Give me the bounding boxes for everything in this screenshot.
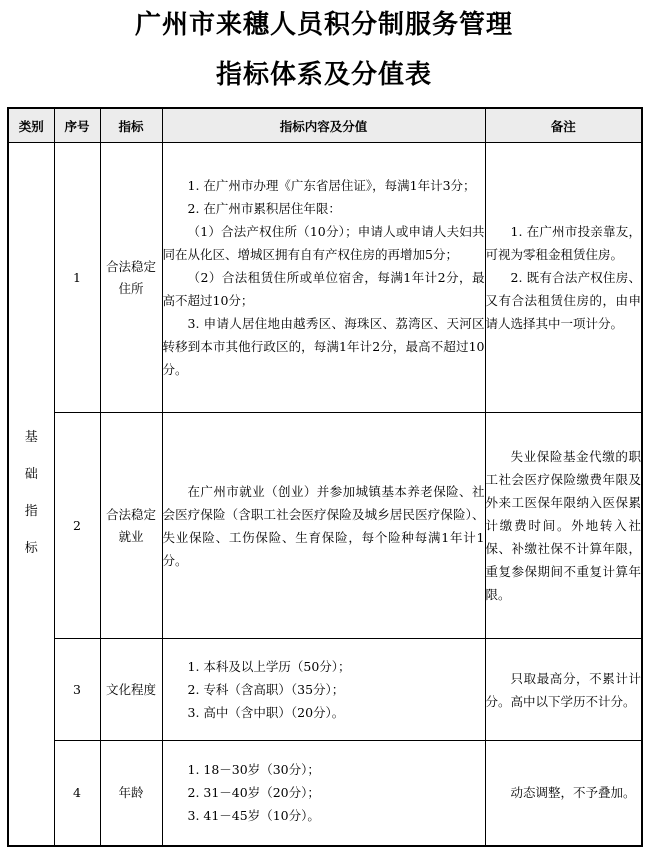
- content-line: 1. 本科及以上学历（50分）；: [187, 659, 351, 674]
- note-line: 动态调整，不予叠加。: [510, 785, 636, 801]
- content-line: 在广州市就业（创业）并参加城镇基本养老保险、社会医疗保险（含职工社会医疗保险及城乡居民医疗保险）、失业保险、工伤保险、生育保险，每个险种每满1年计1分。: [162, 483, 485, 568]
- header-indicator: 指标: [100, 108, 162, 143]
- indicator-content: [162, 741, 485, 846]
- row-number: 4: [54, 741, 100, 846]
- note-cell: [485, 741, 642, 846]
- header-note: 备注: [485, 108, 642, 143]
- content-line: 2. 31－40岁（20分）；: [187, 785, 320, 801]
- indicator-name: 文化程度: [100, 639, 162, 741]
- note-cell: [485, 413, 642, 639]
- table-row: [8, 413, 642, 639]
- note-line: 只取最高分，不累计计分。高中以下学历不计分。: [485, 670, 641, 709]
- note-cell: [485, 143, 642, 413]
- category-char: 指: [24, 504, 38, 520]
- content-line: 3. 高中（含中职）（20分）。: [187, 705, 345, 720]
- content-line: （1）合法产权住所（10分）；申请人或申请人夫妇共同在从化区、增城区拥有自有产权住房的再增加5分；: [162, 224, 485, 262]
- indicator-table: [7, 107, 643, 847]
- indicator-name: 年龄: [100, 741, 162, 846]
- note-line: 1. 在广州市投亲靠友，可视为零租金租赁住房。: [485, 224, 641, 262]
- content-line: 2. 专科（含高职）（35分）；: [187, 682, 345, 697]
- row-number: 3: [54, 639, 100, 741]
- content-line: 1. 18－30岁（30分）；: [187, 762, 320, 778]
- indicator-content: [162, 143, 485, 413]
- category-char: 础: [24, 467, 38, 483]
- header-content: 指标内容及分值: [162, 108, 485, 143]
- note-cell: [485, 639, 642, 741]
- row-number: 1: [54, 143, 100, 413]
- content-line: 3. 申请人居住地由越秀区、海珠区、荔湾区、天河区转移到本市其他行政区的，每满1年计2分，最高不超过10分。: [162, 316, 485, 377]
- category-char: 标: [24, 541, 38, 557]
- category-cell: [8, 143, 54, 846]
- header-category: 类别: [8, 108, 54, 143]
- indicator-content: [162, 639, 485, 741]
- table-header-row: [8, 108, 642, 143]
- document-title: 广州市来穗人员积分制服务管理: [134, 10, 513, 40]
- content-line: 1. 在广州市办理《广东省居住证》，每满1年计3分；: [187, 178, 476, 193]
- table-row: [8, 143, 642, 413]
- header-number: 序号: [54, 108, 100, 143]
- document-subtitle: 指标体系及分值表: [215, 60, 432, 90]
- indicator-name: 合法稳定就业: [100, 413, 162, 639]
- indicator-name: 合法稳定住所: [100, 143, 162, 413]
- table-row: [8, 741, 642, 846]
- row-number: 2: [54, 413, 100, 639]
- content-line: 3. 41－45岁（10分）。: [187, 808, 320, 824]
- content-line: （2）合法租赁住所或单位宿舍，每满1年计2分，最高不超过10分；: [162, 270, 485, 308]
- table-row: [8, 639, 642, 741]
- indicator-content: [162, 413, 485, 639]
- note-line: 失业保险基金代缴的职工社会医疗保险缴费年限及外来工医保年限纳入医保累计缴费时间。外地转入社保、补缴社保不计算年限，重复参保期间不重复计算年限。: [485, 449, 641, 602]
- note-line: 2. 既有合法产权住房、又有合法租赁住房的，由申请人选择其中一项计分。: [485, 270, 641, 331]
- content-line: 2. 在广州市累积居住年限：: [187, 201, 341, 216]
- category-char: 基: [24, 430, 38, 446]
